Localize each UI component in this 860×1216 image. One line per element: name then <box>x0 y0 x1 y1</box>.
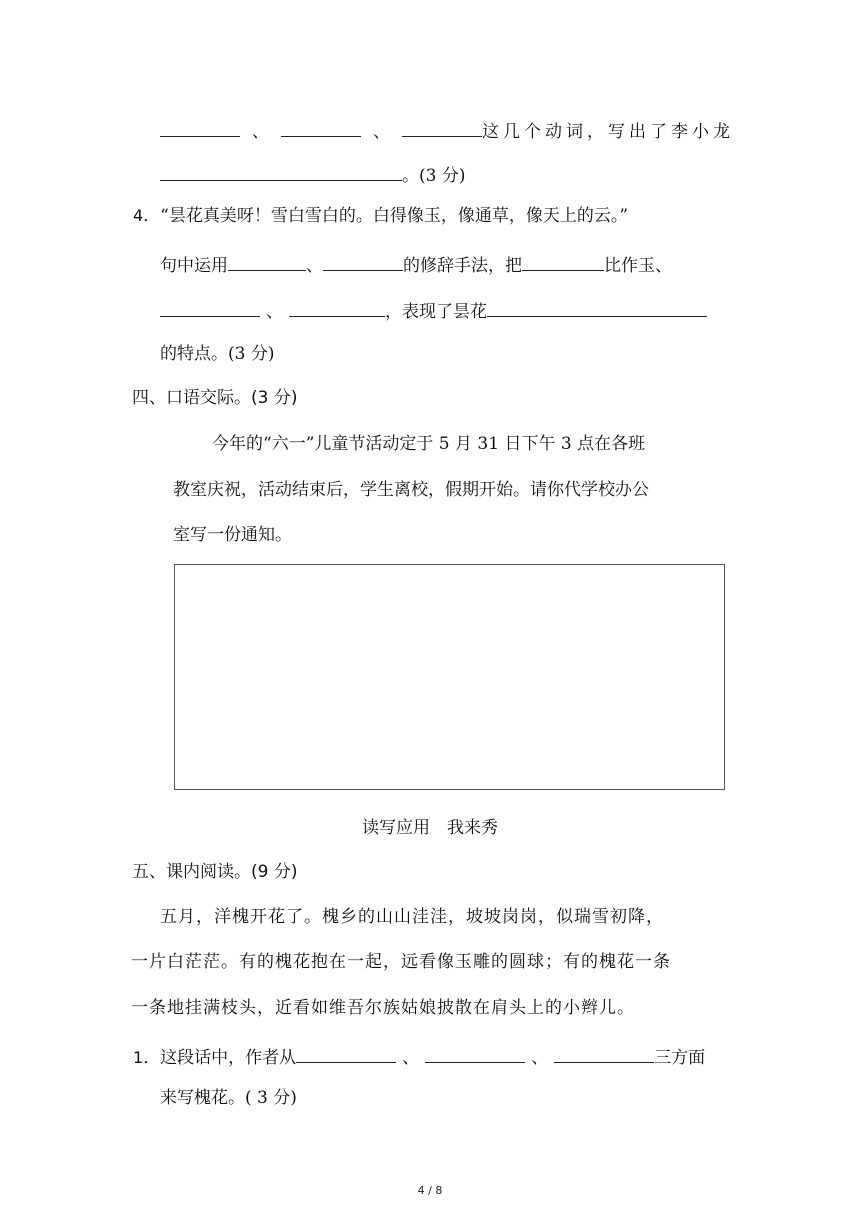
q4-text: 比作玉、 <box>604 256 672 276</box>
section-4-paragraph-3: 室写一份通知。 <box>173 525 292 545</box>
s5-q1-line-1 <box>133 1042 705 1070</box>
answer-blank[interactable] <box>487 296 707 317</box>
q4-line-1 <box>133 204 628 228</box>
separator: 、 <box>531 1048 549 1068</box>
reading-paragraph-1: 五月，洋槐开花了。槐乡的山山洼洼，坡坡岗岗，似瑞雪初降， <box>160 907 664 927</box>
q4-text: ，表现了昙花 <box>385 302 487 322</box>
s5-q1-text: 三方面 <box>654 1048 706 1068</box>
q4-text: 的特点。(3 分) <box>160 344 275 364</box>
q4-text: ．“昙花真美呀！雪白雪白的。白得像玉，像通草，像天上的云。” <box>143 206 629 226</box>
q3-line-1 <box>160 116 734 144</box>
section-4-paragraph-1: 今年的“六一”儿童节活动定于 5 月 31 日下午 3 点在各班 <box>212 434 646 454</box>
answer-blank[interactable] <box>281 116 361 137</box>
question-number: 4 <box>133 206 144 225</box>
q3-text: 这几个动词，写出了李小龙 <box>482 122 734 142</box>
s5-q1-line-2: 来写槐花。( 3 分) <box>160 1088 297 1108</box>
notice-answer-box[interactable] <box>174 564 725 790</box>
separator: 、 <box>252 122 269 142</box>
q4-line-3 <box>160 296 707 324</box>
q4-line-2 <box>160 250 672 278</box>
q4-text: 句中运用 <box>160 256 228 276</box>
separator: 、 <box>266 302 283 322</box>
page-number: 4 / 8 <box>417 1184 443 1197</box>
answer-blank[interactable] <box>228 250 306 271</box>
separator: 、 <box>402 1048 420 1068</box>
separator: 、 <box>373 122 390 142</box>
q3-score: 。(3 分) <box>402 166 466 186</box>
section-5-title: 五、课内阅读。(9 分) <box>132 862 298 882</box>
question-number: 1 <box>133 1048 144 1067</box>
answer-blank[interactable] <box>323 250 403 271</box>
answer-blank[interactable] <box>296 1042 396 1063</box>
answer-blank[interactable] <box>160 160 402 181</box>
answer-blank[interactable] <box>425 1042 525 1063</box>
section-4-title: 四、口语交际。(3 分) <box>132 388 298 408</box>
answer-blank[interactable] <box>160 296 260 317</box>
s5-q1-text: ．这段话中，作者从 <box>143 1048 297 1068</box>
answer-blank[interactable] <box>160 116 240 137</box>
separator: 、 <box>306 256 323 276</box>
q4-text: 的修辞手法，把 <box>403 256 522 276</box>
answer-blank[interactable] <box>289 296 385 317</box>
reading-section-header: 读写应用 我来秀 <box>362 818 498 838</box>
answer-blank[interactable] <box>522 250 604 271</box>
reading-paragraph-2: 一片白茫茫。有的槐花抱在一起，远看像玉雕的圆球；有的槐花一条 <box>131 952 671 972</box>
q3-line-2 <box>160 160 465 188</box>
answer-blank[interactable] <box>402 116 482 137</box>
section-4-paragraph-2: 教室庆祝，活动结束后，学生离校，假期开始。请你代学校办公 <box>173 480 649 500</box>
answer-blank[interactable] <box>554 1042 654 1063</box>
q4-line-4 <box>160 342 274 366</box>
reading-paragraph-3: 一条地挂满枝头，近看如维吾尔族姑娘披散在肩头上的小辫儿。 <box>131 998 635 1018</box>
